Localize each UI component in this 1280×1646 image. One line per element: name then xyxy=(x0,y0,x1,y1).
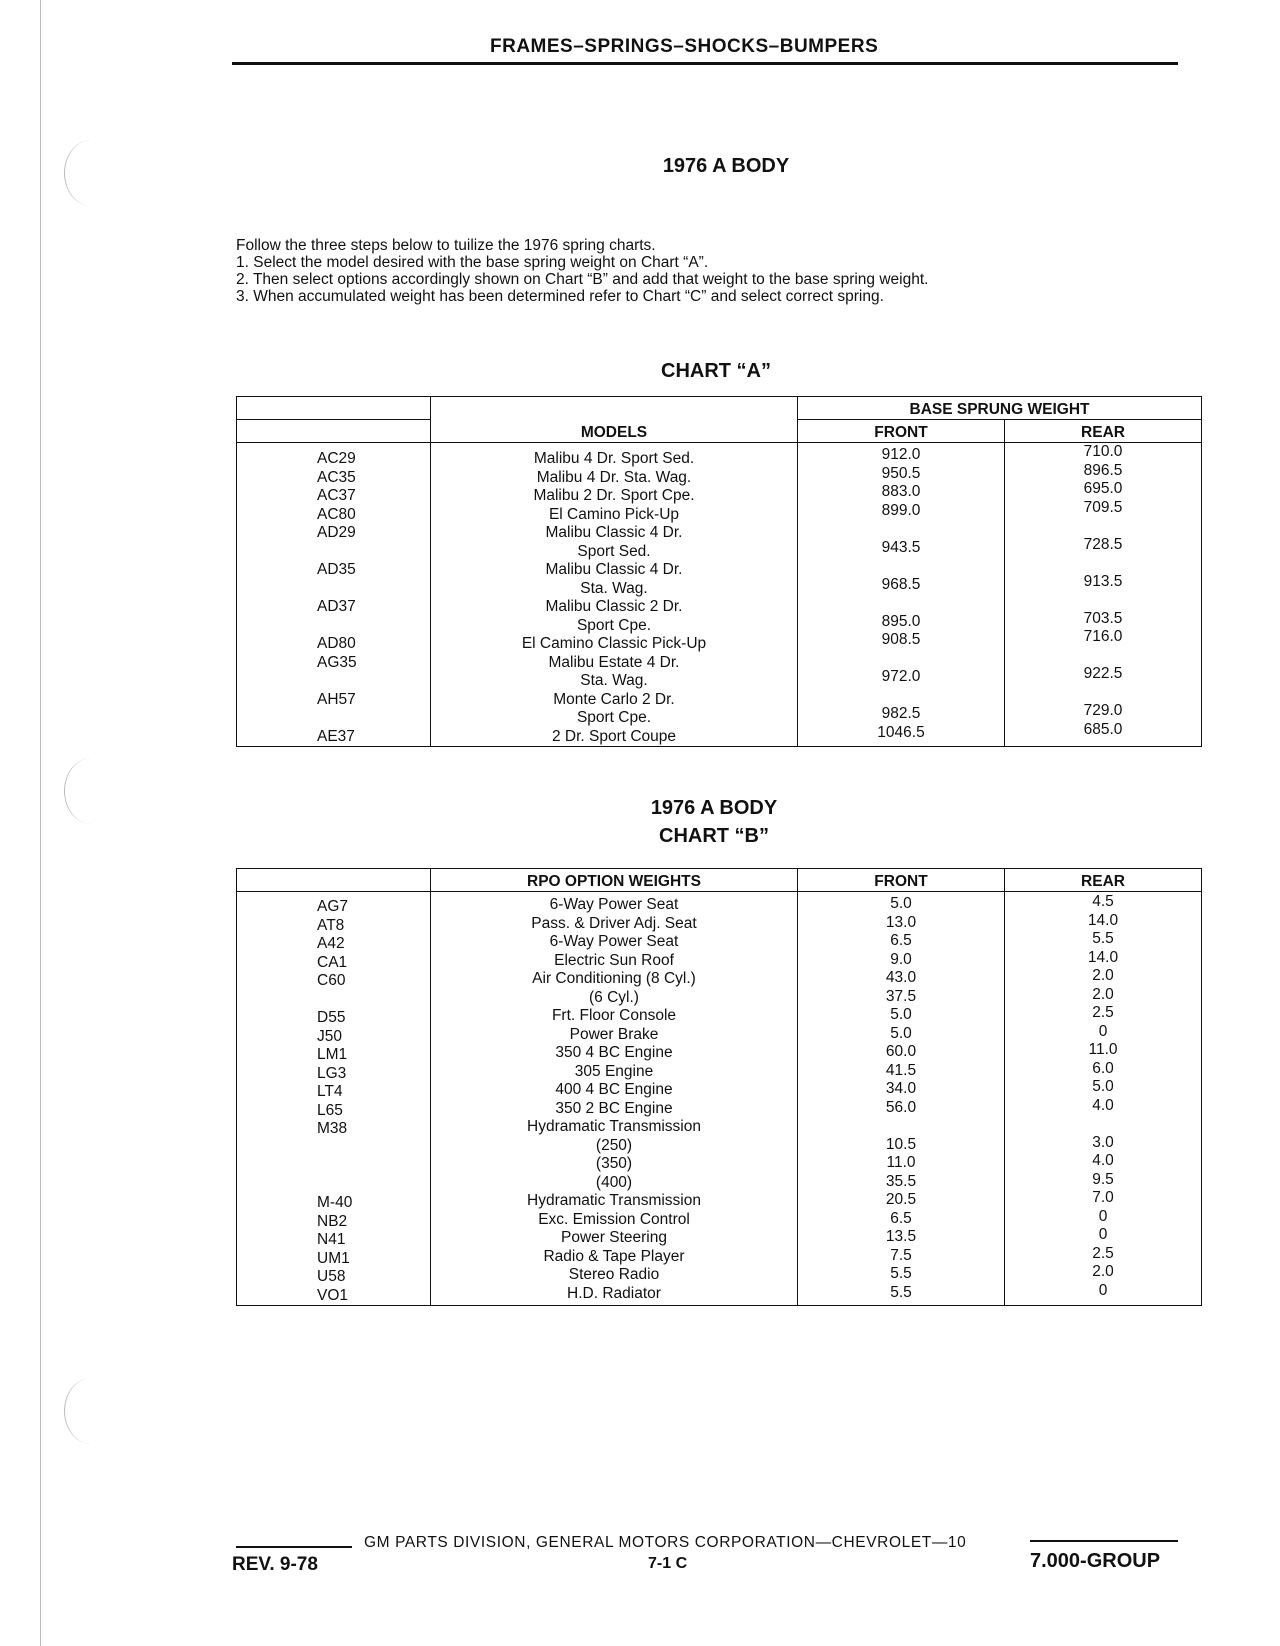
rpo-code xyxy=(237,1157,430,1176)
front-weight xyxy=(798,687,1004,706)
rear-weight: 4.5 xyxy=(1092,893,1114,910)
chart-a-models-header: MODELS xyxy=(431,420,798,443)
chart-a-front-header: FRONT xyxy=(798,420,1005,443)
rear-weight: 728.5 xyxy=(1083,535,1123,553)
front-weight xyxy=(798,557,1004,576)
option-name: H.D. Radiator xyxy=(567,1284,661,1302)
chart-b-table xyxy=(236,868,1202,1306)
front-weight: 7.5 xyxy=(890,1246,912,1264)
front-weight: 9.0 xyxy=(890,950,912,968)
model-name: Sport Cpe. xyxy=(576,616,652,634)
footer-rule xyxy=(236,1546,352,1548)
rpo-code: C60 xyxy=(317,972,346,989)
option-name: (250) xyxy=(595,1136,633,1154)
rear-weight: 695.0 xyxy=(1083,480,1123,497)
rpo-code: LM1 xyxy=(317,1046,348,1063)
front-weight: 35.5 xyxy=(885,1172,917,1190)
rear-weight: 4.0 xyxy=(1092,1152,1114,1169)
model-code: AD35 xyxy=(317,561,356,578)
rpo-code: N41 xyxy=(317,1231,346,1248)
model-code: AC80 xyxy=(317,505,356,523)
front-weight: 5.5 xyxy=(890,1265,912,1282)
rpo-code: NB2 xyxy=(317,1212,348,1230)
model-code xyxy=(237,617,430,636)
chart-b-code-column xyxy=(237,898,430,1305)
front-weight: 10.5 xyxy=(885,1135,917,1153)
rear-weight xyxy=(1005,554,1201,573)
instructions-step: 2. Then select options accordingly shown on Chart “B” and add that weight to the base spring weight. xyxy=(236,271,929,288)
model-name: Malibu Classic 4 Dr. xyxy=(545,524,683,541)
punch-hole-mark xyxy=(64,758,119,824)
instructions-step: 3. When accumulated weight has been determined refer to Chart “C” and select correct spring. xyxy=(236,288,884,305)
front-weight: 982.5 xyxy=(881,705,921,722)
chart-b-title: CHART “B” xyxy=(659,825,769,847)
rear-weight: 922.5 xyxy=(1083,665,1123,682)
binding-margin-line xyxy=(40,0,41,1646)
model-name: Malibu 4 Dr. Sport Sed. xyxy=(533,450,695,467)
rear-weight: 7.0 xyxy=(1092,1189,1114,1206)
model-code: AC35 xyxy=(317,468,356,486)
header-rule xyxy=(232,62,1178,65)
rpo-code: A42 xyxy=(317,935,345,952)
model-code: AD80 xyxy=(317,635,356,652)
rear-weight: 685.0 xyxy=(1083,720,1123,738)
footer-rule xyxy=(1030,1540,1178,1542)
front-weight: 972.0 xyxy=(881,668,921,685)
front-weight: 13.5 xyxy=(885,1228,917,1245)
chart-a-title: CHART “A” xyxy=(661,360,771,382)
front-weight: 943.5 xyxy=(881,538,921,556)
rear-weight: 716.0 xyxy=(1083,628,1123,645)
option-name: 400 4 BC Engine xyxy=(555,1081,673,1098)
rear-weight: 2.0 xyxy=(1092,967,1114,984)
model-code: AG35 xyxy=(317,653,357,671)
chart-a-group-header: BASE SPRUNG WEIGHT xyxy=(798,397,1202,420)
rear-weight: 14.0 xyxy=(1087,948,1119,966)
front-weight: 1046.5 xyxy=(877,723,925,741)
chart-b-rear-header: REAR xyxy=(1005,869,1202,892)
section-title: 1976 A BODY xyxy=(662,155,790,177)
model-name: Sport Sed. xyxy=(577,542,651,560)
chart-b-front-column xyxy=(798,895,1004,1302)
rear-weight: 913.5 xyxy=(1083,572,1123,590)
option-name: (400) xyxy=(595,1173,633,1191)
model-name: Malibu Classic 2 Dr. xyxy=(545,598,683,615)
front-weight: 5.5 xyxy=(890,1283,912,1301)
rpo-code: J50 xyxy=(317,1027,342,1045)
rear-weight: 729.0 xyxy=(1083,702,1123,719)
rpo-code: D55 xyxy=(317,1009,346,1026)
model-name: Sta. Wag. xyxy=(580,579,648,597)
rpo-code: L65 xyxy=(317,1101,343,1119)
rpo-code: AT8 xyxy=(317,916,345,934)
rpo-code xyxy=(237,991,430,1010)
front-weight xyxy=(798,594,1004,613)
model-code xyxy=(237,543,430,562)
rear-weight: 2.0 xyxy=(1092,985,1114,1003)
option-name: Air Conditioning (8 Cyl.) xyxy=(532,970,696,987)
front-weight: 56.0 xyxy=(885,1098,917,1116)
option-name: 6-Way Power Seat xyxy=(549,933,679,950)
front-weight: 6.5 xyxy=(890,932,912,949)
option-name: 6-Way Power Seat xyxy=(549,896,679,913)
rear-weight: 896.5 xyxy=(1083,461,1123,479)
rpo-code: U58 xyxy=(317,1268,346,1285)
page-header-title: FRAMES–SPRINGS–SHOCKS–BUMPERS xyxy=(490,36,879,57)
model-name: Malibu 2 Dr. Sport Cpe. xyxy=(533,487,695,504)
rear-weight: 2.5 xyxy=(1092,1004,1114,1021)
chart-a-table xyxy=(236,396,1202,747)
model-code: AH57 xyxy=(317,690,356,708)
front-weight: 5.0 xyxy=(890,1006,912,1023)
front-weight: 13.0 xyxy=(885,913,917,931)
model-name: Malibu Classic 4 Dr. xyxy=(545,561,683,578)
rpo-code: M-40 xyxy=(317,1194,353,1211)
chart-a-code-column xyxy=(237,450,430,746)
model-code: AC37 xyxy=(317,487,356,504)
chart-b-rear-column xyxy=(1005,893,1201,1300)
front-weight: 5.0 xyxy=(890,895,912,912)
option-name: (6 Cyl.) xyxy=(589,988,639,1006)
rear-weight: 709.5 xyxy=(1083,498,1123,516)
option-name: Hydramatic Transmission xyxy=(527,1192,701,1209)
rpo-code: AG7 xyxy=(317,898,349,915)
rear-weight: 0 xyxy=(1098,1207,1108,1225)
front-weight: 41.5 xyxy=(885,1061,917,1079)
option-name: (350) xyxy=(595,1155,633,1172)
option-name: Exc. Emission Control xyxy=(538,1210,690,1228)
front-weight: 950.5 xyxy=(881,464,921,482)
rear-weight: 2.5 xyxy=(1092,1244,1114,1262)
punch-hole-mark xyxy=(64,1378,119,1444)
model-code: AD29 xyxy=(317,524,356,541)
footer-corporation: GM PARTS DIVISION, GENERAL MOTORS CORPORATION—CHEVROLET—10 xyxy=(364,1534,967,1551)
rear-weight: 9.5 xyxy=(1092,1170,1114,1188)
option-name: Hydramatic Transmission xyxy=(527,1118,701,1135)
front-weight: 883.0 xyxy=(881,483,921,500)
rear-weight: 703.5 xyxy=(1083,609,1123,627)
instructions-intro: Follow the three steps below to tuilize the 1976 spring charts. xyxy=(236,237,656,254)
model-code: AD37 xyxy=(317,598,356,615)
model-code: AE37 xyxy=(317,727,355,745)
option-name: Pass. & Driver Adj. Seat xyxy=(531,914,697,932)
chart-a-rear-column xyxy=(1005,443,1201,739)
rear-weight: 14.0 xyxy=(1087,911,1119,929)
chart-a-front-column xyxy=(798,446,1004,742)
option-name: Stereo Radio xyxy=(568,1266,660,1283)
front-weight: 968.5 xyxy=(881,575,921,593)
model-name: Malibu 4 Dr. Sta. Wag. xyxy=(536,468,692,486)
front-weight xyxy=(798,1117,1004,1136)
model-code xyxy=(237,709,430,728)
rpo-code xyxy=(237,1176,430,1195)
rear-weight: 710.0 xyxy=(1083,443,1123,460)
chart-a-rear-header: REAR xyxy=(1005,420,1202,443)
model-name: Malibu Estate 4 Dr. xyxy=(548,653,680,671)
front-weight: 5.0 xyxy=(890,1024,912,1042)
rear-weight xyxy=(1005,517,1201,536)
front-weight: 60.0 xyxy=(885,1043,917,1060)
front-weight: 895.0 xyxy=(881,612,921,630)
option-name: Power Brake xyxy=(569,1025,659,1043)
model-name: Monte Carlo 2 Dr. xyxy=(553,690,675,708)
rear-weight: 2.0 xyxy=(1092,1263,1114,1280)
front-weight: 20.5 xyxy=(885,1191,917,1208)
front-weight: 34.0 xyxy=(885,1080,917,1097)
model-name: 2 Dr. Sport Coupe xyxy=(551,727,677,745)
rpo-code: LT4 xyxy=(317,1083,343,1100)
rear-weight xyxy=(1005,647,1201,666)
rpo-code xyxy=(237,1139,430,1158)
rpo-code: LG3 xyxy=(317,1064,347,1082)
front-weight: 908.5 xyxy=(881,631,921,648)
rear-weight xyxy=(1005,591,1201,610)
rear-weight: 4.0 xyxy=(1092,1096,1114,1114)
instructions-step: 1. Select the model desired with the base spring weight on Chart “A”. xyxy=(236,254,709,271)
model-name: Sport Cpe. xyxy=(576,709,652,726)
rpo-code: CA1 xyxy=(317,953,348,971)
model-name: El Camino Pick-Up xyxy=(548,505,680,523)
option-name: 305 Engine xyxy=(574,1062,654,1080)
rear-weight: 6.0 xyxy=(1092,1059,1114,1077)
rear-weight xyxy=(1005,1115,1201,1134)
chart-b-option-column xyxy=(431,896,797,1303)
footer-page-number: 7-1 C xyxy=(648,1555,688,1572)
front-weight xyxy=(798,520,1004,539)
rear-weight: 3.0 xyxy=(1092,1133,1114,1151)
option-name: 350 4 BC Engine xyxy=(555,1044,673,1061)
chart-a-model-column xyxy=(431,450,797,746)
rear-weight: 5.0 xyxy=(1092,1078,1114,1095)
model-name: Sta. Wag. xyxy=(580,672,648,689)
front-weight: 899.0 xyxy=(881,501,921,519)
model-code: AC29 xyxy=(317,450,356,467)
option-name: 350 2 BC Engine xyxy=(555,1099,673,1117)
instructions xyxy=(236,237,1136,305)
front-weight: 912.0 xyxy=(881,446,921,463)
rear-weight: 5.5 xyxy=(1092,930,1114,947)
option-name: Electric Sun Roof xyxy=(554,951,674,969)
chart-b-front-header: FRONT xyxy=(798,869,1005,892)
footer-group: 7.000-GROUP xyxy=(1030,1550,1161,1572)
rear-weight: 0 xyxy=(1098,1281,1108,1299)
front-weight: 11.0 xyxy=(886,1154,916,1171)
punch-hole-mark xyxy=(64,140,119,206)
model-code xyxy=(237,580,430,599)
front-weight: 43.0 xyxy=(885,969,917,986)
front-weight: 37.5 xyxy=(885,987,917,1005)
rear-weight: 0 xyxy=(1098,1226,1108,1243)
front-weight: 6.5 xyxy=(890,1209,912,1227)
footer-revision: REV. 9-78 xyxy=(232,1554,318,1575)
option-name: Power Steering xyxy=(561,1229,667,1246)
option-name: Frt. Floor Console xyxy=(551,1007,677,1024)
rear-weight: 11.0 xyxy=(1088,1041,1118,1058)
chart-b-section-title: 1976 A BODY xyxy=(650,797,778,819)
rpo-code: M38 xyxy=(317,1120,348,1137)
rear-weight xyxy=(1005,684,1201,703)
rpo-code: UM1 xyxy=(317,1249,350,1267)
option-name: Radio & Tape Player xyxy=(543,1247,685,1265)
rpo-code: VO1 xyxy=(317,1286,349,1304)
model-code xyxy=(237,672,430,691)
front-weight xyxy=(798,650,1004,669)
model-name: El Camino Classic Pick-Up xyxy=(521,635,707,652)
rear-weight: 0 xyxy=(1098,1022,1108,1040)
chart-b-options-header: RPO OPTION WEIGHTS xyxy=(431,869,798,892)
